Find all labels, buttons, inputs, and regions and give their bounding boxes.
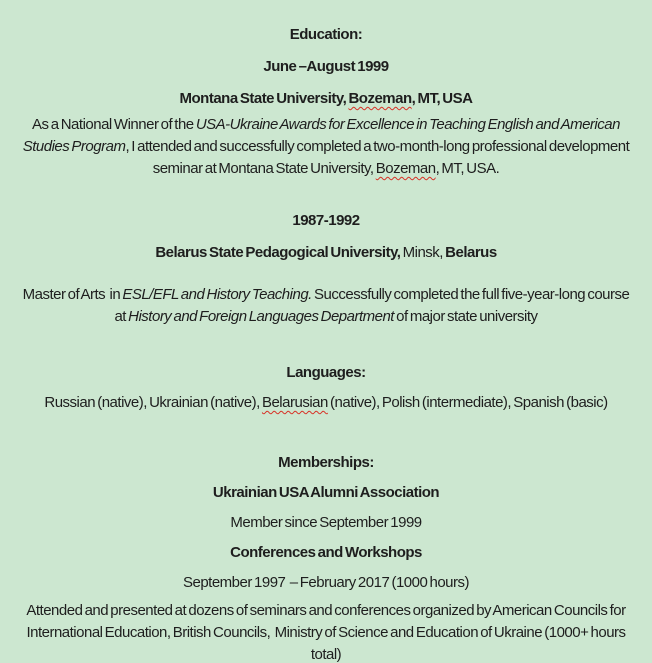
- bspu-desc-degree-field: ESL/EFL and History Teaching.: [122, 286, 312, 303]
- msu-description: [18, 114, 634, 180]
- languages-heading: Languages:: [286, 364, 366, 381]
- conferences-dates: September 1997 – February 2017 (1000 hours): [182, 574, 470, 591]
- education-heading: Education:: [289, 26, 363, 43]
- msu-desc-misspelled-word: Bozeman: [375, 160, 436, 177]
- memberships-heading: Memberships:: [278, 454, 374, 471]
- membership-organization: Ukrainian USA Alumni Association: [212, 484, 440, 501]
- bspu-desc-text-2: Successfully completed the full five-year-long course at: [114, 286, 632, 325]
- conferences-heading: Conferences and Workshops: [230, 544, 422, 561]
- languages-list-text-2: (native), Polish (intermediate), Spanish (basic): [327, 394, 608, 411]
- languages-list: [18, 392, 634, 414]
- bspu-title: [18, 242, 634, 264]
- msu-desc-text-1: As a National Winner of the: [32, 116, 196, 133]
- membership-since: Member since September 1999: [230, 514, 422, 531]
- msu-dates: June –August 1999: [263, 58, 389, 75]
- msu-title: [18, 88, 634, 110]
- msu-title-post: , MT, USA: [411, 90, 473, 107]
- bspu-dates: 1987-1992: [292, 212, 360, 229]
- bspu-description: [18, 284, 634, 328]
- bspu-title-university: Belarus State Pedagogical University,: [155, 244, 401, 261]
- msu-desc-award-name: USA-Ukraine Awards for Excellence in Teaching English and American Studies Program: [22, 116, 623, 155]
- bspu-title-country: Belarus: [445, 244, 497, 261]
- msu-desc-text-3: , MT, USA.: [435, 160, 500, 177]
- msu-title-misspelled-word: Bozeman: [348, 90, 412, 107]
- msu-title-pre: Montana State University,: [179, 90, 349, 107]
- bspu-desc-department: History and Foreign Languages Department: [128, 308, 394, 325]
- conferences-description: Attended and presented at dozens of seminars and conferences organized by American Councils for International Education, British Councils, Ministry of Science and Education of Ukraine (1000+ hours total): [26, 602, 628, 663]
- bspu-desc-text-3: of major state university: [393, 308, 538, 325]
- languages-misspelled-word: Belarusian: [261, 394, 328, 411]
- msu-desc-text-2: , I attended and successfully completed a two-month-long professional development seminar at Montana State University,: [125, 138, 632, 177]
- languages-list-text-1: Russian (native), Ukrainian (native),: [44, 394, 262, 411]
- bspu-desc-text-1: Master of Arts in: [22, 286, 123, 303]
- bspu-title-city: Minsk,: [400, 244, 446, 261]
